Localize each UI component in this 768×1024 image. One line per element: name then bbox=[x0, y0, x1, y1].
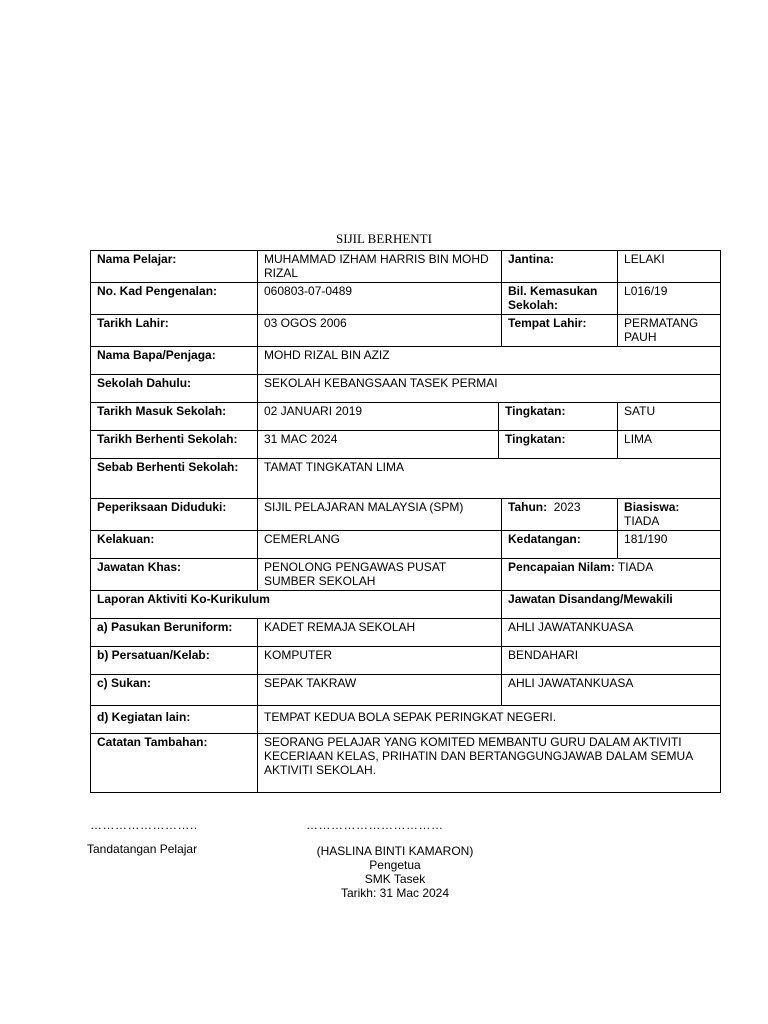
jawatan-persatuan: BENDAHARI bbox=[502, 647, 721, 675]
label-kelakuan: Kelakuan: bbox=[91, 531, 258, 559]
label-jawatan-khas: Jawatan Khas: bbox=[91, 559, 258, 591]
label-sekolah-dahulu: Sekolah Dahulu: bbox=[91, 375, 258, 403]
label-sebab-berhenti: Sebab Berhenti Sekolah: bbox=[91, 459, 258, 499]
value-sebab-berhenti: TAMAT TINGKATAN LIMA bbox=[258, 459, 721, 499]
value-tingkatan-berhenti: LIMA bbox=[618, 431, 721, 459]
row-jawatan-khas bbox=[91, 559, 721, 591]
value-sukan: SEPAK TAKRAW bbox=[258, 675, 502, 706]
value-tarikh-berhenti: 31 MAC 2024 bbox=[258, 431, 499, 459]
cell-biasiswa bbox=[618, 499, 721, 531]
label-sukan: c) Sukan: bbox=[91, 675, 258, 706]
student-signature-line: …………………….. bbox=[90, 818, 198, 832]
label-catatan: Catatan Tambahan: bbox=[91, 734, 258, 793]
value-bil-kemasukan: L016/19 bbox=[618, 283, 721, 315]
label-biasiswa: Biasiswa: bbox=[624, 500, 680, 514]
row-kelakuan bbox=[91, 531, 721, 559]
signature-date: Tarikh: 31 Mac 2024 bbox=[340, 886, 450, 900]
label-kegiatan: d) Kegiatan lain: bbox=[91, 706, 258, 734]
row-tarikh-lahir bbox=[91, 315, 721, 347]
label-pasukan: a) Pasukan Beruniform: bbox=[91, 619, 258, 647]
label-tarikh-lahir: Tarikh Lahir: bbox=[91, 315, 258, 347]
value-kedatangan: 181/190 bbox=[618, 531, 721, 559]
row-persatuan bbox=[91, 647, 721, 675]
label-bil-kemasukan: Bil. Kemasukan Sekolah: bbox=[502, 283, 618, 315]
value-biasiswa: TIADA bbox=[624, 514, 660, 528]
principal-name: (HASLINA BINTI KAMARON) bbox=[316, 844, 474, 858]
value-jawatan-khas: PENOLONG PENGAWAS PUSAT SUMBER SEKOLAH bbox=[258, 559, 502, 591]
row-sekolah-dahulu bbox=[91, 375, 721, 403]
value-tempat-lahir: PERMATANG PAUH bbox=[618, 315, 721, 347]
label-tarikh-masuk: Tarikh Masuk Sekolah: bbox=[91, 403, 258, 431]
certificate-title: SIJIL BERHENTI bbox=[336, 231, 432, 246]
value-jantina: LELAKI bbox=[618, 251, 721, 283]
value-tarikh-masuk: 02 JANUARI 2019 bbox=[258, 403, 499, 431]
value-kelakuan: CEMERLANG bbox=[258, 531, 502, 559]
jawatan-pasukan: AHLI JAWATANKUASA bbox=[502, 619, 721, 647]
row-kad-pengenalan bbox=[91, 283, 721, 315]
label-jawatan-disandang: Jawatan Disandang/Mewakili bbox=[502, 591, 721, 619]
label-jantina: Jantina: bbox=[502, 251, 618, 283]
value-nama-pelajar: MUHAMMAD IZHAM HARRIS BIN MOHD RIZAL bbox=[258, 251, 502, 283]
value-peperiksaan: SIJIL PELAJARAN MALAYSIA (SPM) bbox=[258, 499, 502, 531]
label-nama-bapa: Nama Bapa/Penjaga: bbox=[91, 347, 258, 375]
cell-nilam bbox=[502, 559, 721, 591]
value-catatan: SEORANG PELAJAR YANG KOMITED MEMBANTU GURU DALAM AKTIVITI KECERIAAN KELAS, PRIHATIN DAN BERTANGGUNGJAWAB DALAM SEMUA AKTIVITI SEKOLAH. bbox=[258, 734, 721, 793]
value-sekolah-dahulu: SEKOLAH KEBANGSAAN TASEK PERMAI bbox=[258, 375, 721, 403]
label-persatuan: b) Persatuan/Kelab: bbox=[91, 647, 258, 675]
label-nama-pelajar: Nama Pelajar: bbox=[91, 251, 258, 283]
value-kad-pengenalan: 060803-07-0489 bbox=[258, 283, 502, 315]
label-tingkatan-masuk: Tingkatan: bbox=[499, 403, 618, 431]
label-nilam: Pencapaian Nilam: bbox=[508, 560, 615, 574]
student-signature-label: Tandatangan Pelajar bbox=[87, 842, 198, 856]
row-sebab-berhenti bbox=[91, 459, 721, 499]
label-tarikh-berhenti: Tarikh Berhenti Sekolah: bbox=[91, 431, 258, 459]
value-tarikh-lahir: 03 OGOS 2006 bbox=[258, 315, 502, 347]
row-kegiatan bbox=[91, 706, 721, 734]
value-nama-bapa: MOHD RIZAL BIN AZIZ bbox=[258, 347, 721, 375]
certificate-table bbox=[90, 250, 721, 793]
value-tahun: 2023 bbox=[553, 500, 581, 514]
row-nama-pelajar bbox=[91, 251, 721, 283]
value-kegiatan: TEMPAT KEDUA BOLA SEPAK PERINGKAT NEGERI. bbox=[258, 706, 721, 734]
row-tarikh-masuk bbox=[91, 403, 721, 431]
row-tarikh-berhenti bbox=[91, 431, 721, 459]
label-peperiksaan: Peperiksaan Diduduki: bbox=[91, 499, 258, 531]
value-tingkatan-masuk: SATU bbox=[618, 403, 721, 431]
principal-title: Pengetua bbox=[369, 858, 421, 872]
cell-tahun bbox=[502, 499, 618, 531]
label-tahun: Tahun: bbox=[508, 500, 548, 514]
label-kad-pengenalan: No. Kad Pengenalan: bbox=[91, 283, 258, 315]
label-ko-kurikulum: Laporan Aktiviti Ko-Kurikulum bbox=[91, 591, 502, 619]
row-sukan bbox=[91, 675, 721, 706]
value-pasukan: KADET REMAJA SEKOLAH bbox=[258, 619, 502, 647]
label-tingkatan-berhenti: Tingkatan: bbox=[499, 431, 618, 459]
principal-signature-line: …………………………… bbox=[306, 818, 444, 832]
row-ko-kurikulum-header bbox=[91, 591, 721, 619]
principal-signature-block bbox=[280, 844, 510, 900]
value-nilam: TIADA bbox=[617, 560, 654, 574]
row-peperiksaan bbox=[91, 499, 721, 531]
value-persatuan: KOMPUTER bbox=[258, 647, 502, 675]
label-tempat-lahir: Tempat Lahir: bbox=[502, 315, 618, 347]
school-name: SMK Tasek bbox=[364, 872, 426, 886]
label-kedatangan: Kedatangan: bbox=[502, 531, 618, 559]
row-pasukan bbox=[91, 619, 721, 647]
row-catatan bbox=[91, 734, 721, 793]
jawatan-sukan: AHLI JAWATANKUASA bbox=[502, 675, 721, 706]
row-nama-bapa bbox=[91, 347, 721, 375]
